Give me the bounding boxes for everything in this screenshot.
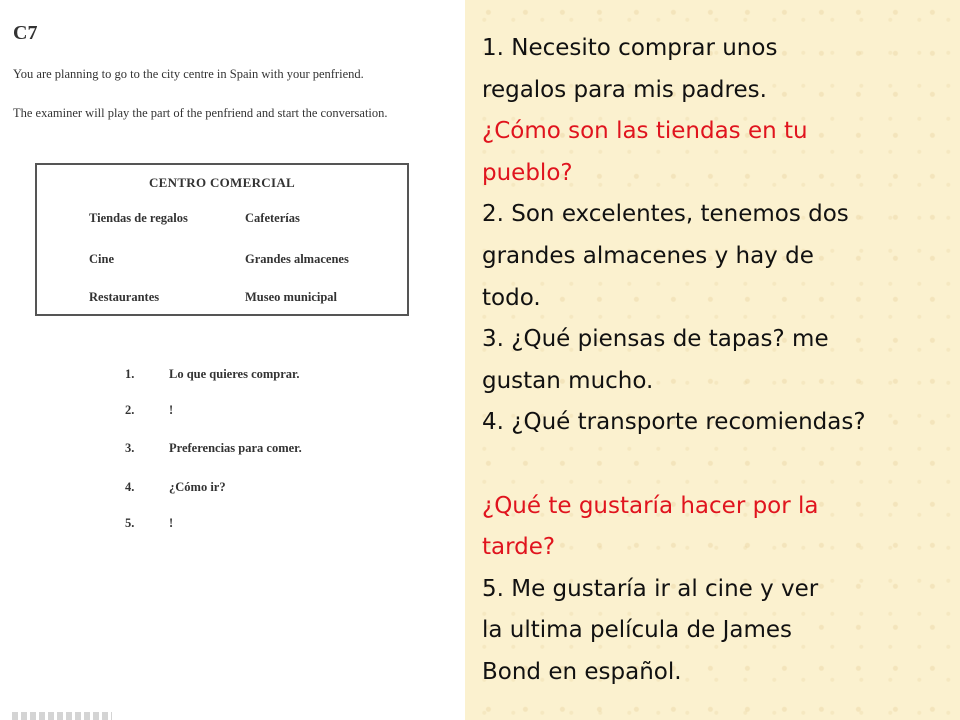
centro-comercial-box <box>35 163 409 316</box>
box-cell: Cafeterías <box>245 211 300 225</box>
box-cell: Museo municipal <box>245 290 338 304</box>
dialogue-line: 2. Son excelentes, tenemos dos <box>482 201 849 228</box>
task-number: 2. <box>125 403 135 417</box>
intro-line-1: You are planning to go to the city centre in Spain with your penfriend. <box>13 67 364 81</box>
task-item <box>125 480 226 495</box>
box-cell: Cine <box>89 252 114 266</box>
dialogue-line: tarde? <box>482 534 556 561</box>
task-text: ¿Cómo ir? <box>169 480 226 494</box>
task-item <box>125 516 173 531</box>
card-code: C7 <box>13 22 38 44</box>
task-number: 1. <box>125 367 135 381</box>
task-text: ! <box>169 516 174 530</box>
task-text: Lo que quieres comprar. <box>169 367 300 381</box>
dialogue-line: 3. ¿Qué piensas de tapas? me <box>482 326 829 353</box>
box-cell: Tiendas de regalos <box>89 211 188 225</box>
box-title: CENTRO COMERCIAL <box>148 175 295 190</box>
task-text: Preferencias para comer. <box>169 441 302 455</box>
dialogue-line <box>482 444 952 486</box>
dialogue-line: la ultima película de James <box>482 617 793 644</box>
dialogue-line: regalos para mis padres. <box>482 76 767 103</box>
box-cell: Grandes almacenes <box>245 252 349 266</box>
dialogue-line: pueblo? <box>482 159 573 186</box>
dialogue-line: ¿Cómo son las tiendas en tu <box>482 118 808 145</box>
task-item <box>125 441 302 456</box>
dialogue-line: todo. <box>482 284 541 311</box>
task-number: 5. <box>125 516 135 530</box>
dialogue-line: Bond en español. <box>482 658 682 685</box>
dialogue-line: 4. ¿Qué transporte recomiendas? <box>482 409 866 436</box>
task-number: 4. <box>125 480 135 494</box>
dialogue-line: 1. Necesito comprar unos <box>482 35 778 61</box>
intro-line-2: The examiner will play the part of the penfriend and start the conversation. <box>13 106 388 120</box>
box-cell: Restaurantes <box>89 290 160 304</box>
task-item <box>125 403 173 418</box>
dialogue-line: grandes almacenes y hay de <box>482 242 814 269</box>
dialogue-line: 5. Me gustaría ir al cine y ver <box>482 575 819 602</box>
dialogue-line: ¿Qué te gustaría hacer por la <box>482 492 819 519</box>
dialogue-text <box>482 28 952 694</box>
task-text: ! <box>169 403 174 417</box>
scan-footer-smudge <box>12 712 112 720</box>
dialogue-line: gustan mucho. <box>482 367 654 394</box>
task-item <box>125 367 300 382</box>
task-number: 3. <box>125 441 135 455</box>
scanned-exam-card <box>0 0 465 720</box>
